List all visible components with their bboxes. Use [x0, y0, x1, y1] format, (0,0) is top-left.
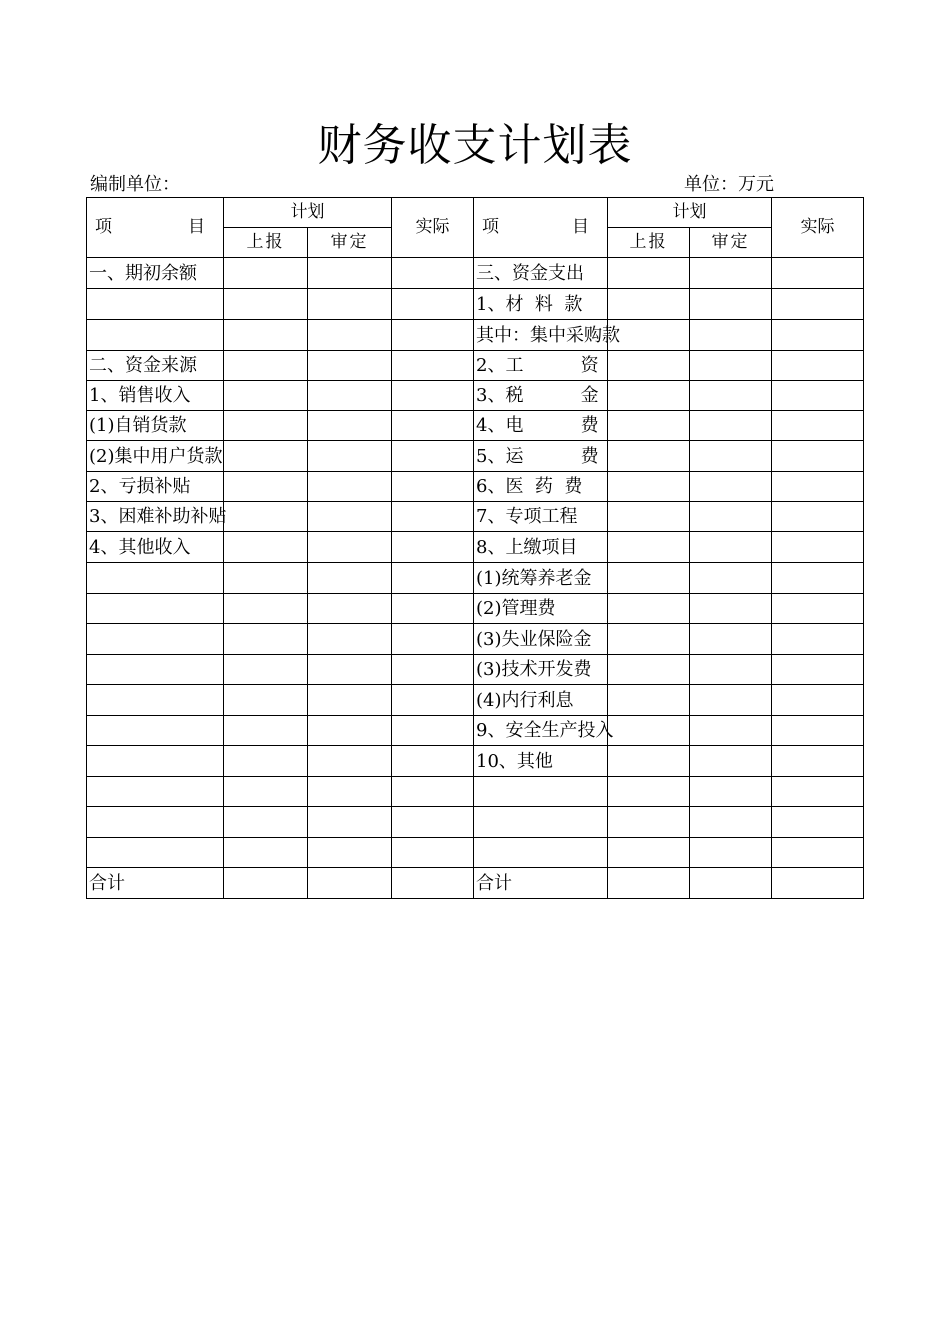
right-item-cell: [474, 838, 608, 868]
right-reported-cell[interactable]: [608, 381, 690, 411]
right-actual-cell[interactable]: [772, 746, 864, 777]
table-row: [87, 685, 864, 716]
left-item-cell-label: 合计: [89, 872, 125, 894]
right-actual-cell[interactable]: [772, 258, 864, 289]
left-approved-cell[interactable]: [308, 472, 392, 502]
table-row: [87, 716, 864, 746]
table-row: [87, 807, 864, 838]
left-item-cell: [87, 746, 224, 777]
right-approved-cell[interactable]: [690, 441, 772, 472]
left-reported-cell[interactable]: [224, 289, 308, 320]
table-row: [87, 563, 864, 594]
left-reported-cell[interactable]: [224, 320, 308, 351]
right-item-cell-label: (3)技术开发费: [476, 659, 592, 680]
left-item-cell-label: (1)自销货款: [89, 415, 187, 436]
right-actual-cell[interactable]: [772, 563, 864, 594]
right-approved-cell[interactable]: [690, 685, 772, 716]
header-reported-left: 上报: [224, 228, 308, 258]
header-row-1: [87, 198, 864, 228]
header-item-left: [87, 198, 224, 258]
right-item-cell: [474, 716, 614, 746]
left-approved-cell[interactable]: [308, 594, 392, 624]
left-approved-cell[interactable]: [308, 258, 392, 289]
left-reported-cell[interactable]: [224, 868, 308, 899]
left-reported-cell[interactable]: [224, 624, 308, 655]
left-item-cell: [87, 594, 224, 624]
left-actual-cell[interactable]: [392, 563, 474, 594]
left-item-cell-label: 1、销售收入: [89, 385, 191, 406]
page-title: 财务收支计划表: [317, 120, 633, 171]
table-row: [87, 594, 864, 624]
right-item-cell: [474, 777, 608, 807]
left-item-cell-label: 2、亏损补贴: [89, 476, 191, 497]
left-reported-cell[interactable]: [224, 532, 308, 563]
left-actual-cell[interactable]: [392, 716, 474, 746]
right-item-cell: [474, 351, 608, 381]
right-item-cell: [474, 441, 608, 472]
left-actual-cell[interactable]: [392, 655, 474, 685]
right-actual-cell[interactable]: [772, 472, 864, 502]
left-actual-cell[interactable]: [392, 594, 474, 624]
left-actual-cell[interactable]: [392, 868, 474, 899]
left-actual-cell[interactable]: [392, 532, 474, 563]
right-item-cell-label: 5、运 费: [476, 445, 599, 467]
table-row: [87, 532, 864, 563]
right-item-cell-label: 9、安全生产投入: [476, 720, 614, 741]
right-approved-cell[interactable]: [690, 381, 772, 411]
table-row: [87, 411, 864, 441]
table-row: [87, 381, 864, 411]
table-row: [87, 320, 864, 351]
left-approved-cell[interactable]: [308, 502, 392, 532]
left-reported-cell[interactable]: [224, 563, 308, 594]
left-item-cell: [87, 868, 224, 899]
table-row: [87, 777, 864, 807]
left-approved-cell[interactable]: [308, 351, 392, 381]
left-approved-cell[interactable]: [308, 624, 392, 655]
right-item-cell-label: 3、税 金: [476, 385, 599, 406]
left-reported-cell[interactable]: [224, 655, 308, 685]
right-item-cell-label: 6、医 药 费: [476, 476, 583, 497]
left-approved-cell[interactable]: [308, 685, 392, 716]
left-reported-cell[interactable]: [224, 441, 308, 472]
left-actual-cell[interactable]: [392, 685, 474, 716]
right-reported-cell[interactable]: [608, 411, 690, 441]
left-approved-cell[interactable]: [308, 441, 392, 472]
right-reported-cell[interactable]: [608, 624, 690, 655]
right-approved-cell[interactable]: [690, 868, 772, 899]
left-item-cell: [87, 685, 224, 716]
right-item-cell: [474, 624, 608, 655]
left-reported-cell[interactable]: [224, 807, 308, 838]
left-actual-cell[interactable]: [392, 441, 474, 472]
right-reported-cell[interactable]: [608, 502, 690, 532]
right-item-cell: [474, 868, 608, 899]
left-reported-cell[interactable]: [224, 381, 308, 411]
left-reported-cell[interactable]: [224, 594, 308, 624]
right-approved-cell[interactable]: [690, 838, 772, 868]
right-actual-cell[interactable]: [772, 838, 864, 868]
right-approved-cell[interactable]: [690, 502, 772, 532]
left-item-cell: [87, 563, 224, 594]
right-reported-cell[interactable]: [608, 532, 690, 563]
left-actual-cell[interactable]: [392, 411, 474, 441]
header-item-right: [474, 198, 608, 258]
left-reported-cell[interactable]: [224, 472, 308, 502]
right-item-cell-label: 1、材 料 款: [476, 293, 583, 315]
right-item-cell: [474, 655, 608, 685]
right-item-cell-label: (1)统筹养老金: [476, 567, 592, 589]
left-actual-cell[interactable]: [392, 838, 474, 868]
table-row: [87, 472, 864, 502]
right-reported-cell[interactable]: [608, 594, 690, 624]
left-approved-cell[interactable]: [308, 868, 392, 899]
right-reported-cell[interactable]: [608, 563, 690, 594]
right-reported-cell[interactable]: [608, 472, 690, 502]
right-reported-cell[interactable]: [608, 807, 690, 838]
right-actual-cell[interactable]: [772, 624, 864, 655]
left-reported-cell[interactable]: [224, 502, 308, 532]
left-item-cell: [87, 716, 224, 746]
header-plan-right: 计划: [608, 198, 772, 228]
right-approved-cell[interactable]: [690, 411, 772, 441]
left-reported-cell[interactable]: [224, 351, 308, 381]
header-reported-right: 上报: [608, 228, 690, 258]
left-item-cell: [87, 320, 224, 351]
left-item-cell-label: 4、其他收入: [89, 536, 191, 558]
right-actual-cell[interactable]: [772, 594, 864, 624]
right-approved-cell[interactable]: [690, 563, 772, 594]
left-item-cell: [87, 655, 224, 685]
right-approved-cell[interactable]: [690, 624, 772, 655]
left-item-cell: [87, 472, 224, 502]
right-item-cell: [474, 532, 608, 563]
left-reported-cell[interactable]: [224, 258, 308, 289]
right-actual-cell[interactable]: [772, 777, 864, 807]
left-actual-cell[interactable]: [392, 502, 474, 532]
right-actual-cell[interactable]: [772, 381, 864, 411]
right-actual-cell[interactable]: [772, 807, 864, 838]
left-item-cell: [87, 807, 224, 838]
right-item-cell: [474, 563, 608, 594]
right-actual-cell[interactable]: [772, 351, 864, 381]
right-reported-cell[interactable]: [608, 777, 690, 807]
header-item-left-a: 项: [95, 217, 112, 237]
right-actual-cell[interactable]: [772, 502, 864, 532]
left-item-cell-label: (2)集中用户货款: [89, 445, 223, 467]
right-approved-cell[interactable]: [690, 807, 772, 838]
left-approved-cell[interactable]: [308, 655, 392, 685]
left-actual-cell[interactable]: [392, 624, 474, 655]
right-reported-cell[interactable]: [608, 289, 690, 320]
table-row: [87, 655, 864, 685]
left-reported-cell[interactable]: [224, 777, 308, 807]
left-reported-cell[interactable]: [224, 411, 308, 441]
header-actual-right: 实际: [772, 198, 864, 258]
left-approved-cell[interactable]: [308, 838, 392, 868]
table-row: [87, 746, 864, 777]
left-actual-cell[interactable]: [392, 258, 474, 289]
left-approved-cell[interactable]: [308, 563, 392, 594]
right-approved-cell[interactable]: [690, 594, 772, 624]
right-item-cell: [474, 807, 608, 838]
left-item-cell: [87, 624, 224, 655]
left-actual-cell[interactable]: [392, 351, 474, 381]
left-actual-cell[interactable]: [392, 289, 474, 320]
right-approved-cell[interactable]: [690, 351, 772, 381]
left-item-cell: [87, 258, 224, 289]
table-row: [87, 624, 864, 655]
header-approved-left: 审定: [308, 228, 392, 258]
header-item-left-b: 目: [188, 217, 205, 237]
right-item-cell-label: 合计: [476, 872, 512, 894]
right-reported-cell[interactable]: [608, 441, 690, 472]
left-item-cell: [87, 289, 224, 320]
right-item-cell-label: (2)管理费: [476, 598, 556, 619]
right-approved-cell[interactable]: [690, 777, 772, 807]
left-actual-cell[interactable]: [392, 746, 474, 777]
header-approved-right: 审定: [690, 228, 772, 258]
right-item-cell: [474, 289, 608, 320]
right-item-cell: [474, 472, 608, 502]
right-item-cell: [474, 258, 608, 289]
right-reported-cell[interactable]: [608, 746, 690, 777]
right-item-cell-label: 2、工 资: [476, 355, 599, 376]
table-row: [87, 868, 864, 899]
left-item-cell: [87, 532, 224, 563]
left-item-cell-label: 一、期初余额: [89, 262, 197, 284]
right-item-cell-label: 8、上缴项目: [476, 536, 578, 558]
left-actual-cell[interactable]: [392, 320, 474, 351]
left-item-cell: [87, 441, 224, 472]
left-item-cell: [87, 777, 224, 807]
left-actual-cell[interactable]: [392, 381, 474, 411]
left-actual-cell[interactable]: [392, 472, 474, 502]
right-item-cell-label: (4)内行利息: [476, 689, 574, 711]
right-item-cell-label: 4、电 费: [476, 415, 599, 436]
right-item-cell-label: 7、专项工程: [476, 506, 578, 527]
table-row: [87, 502, 864, 532]
right-item-cell: [474, 320, 620, 351]
currency-unit-label: 单位：万元: [684, 174, 774, 195]
right-approved-cell[interactable]: [690, 289, 772, 320]
right-actual-cell[interactable]: [772, 320, 864, 351]
right-actual-cell[interactable]: [772, 532, 864, 563]
left-actual-cell[interactable]: [392, 807, 474, 838]
left-item-cell-label: 3、困难补助补贴: [89, 506, 227, 527]
right-actual-cell[interactable]: [772, 716, 864, 746]
table-row: [87, 351, 864, 381]
left-item-cell: [87, 411, 224, 441]
right-item-cell: [474, 502, 608, 532]
header-actual-left: 实际: [392, 198, 474, 258]
right-actual-cell[interactable]: [772, 655, 864, 685]
left-approved-cell[interactable]: [308, 746, 392, 777]
right-actual-cell[interactable]: [772, 868, 864, 899]
left-approved-cell[interactable]: [308, 532, 392, 563]
left-reported-cell[interactable]: [224, 746, 308, 777]
right-reported-cell[interactable]: [608, 351, 690, 381]
right-item-cell: [474, 411, 608, 441]
table-row: [87, 838, 864, 868]
right-item-cell-label: 10、其他: [476, 750, 553, 772]
right-item-cell-label: 其中：集中采购款: [476, 324, 620, 346]
right-reported-cell[interactable]: [608, 838, 690, 868]
right-item-cell-label: (3)失业保险金: [476, 628, 592, 650]
compiling-unit-label: 编制单位：: [90, 174, 180, 195]
left-approved-cell[interactable]: [308, 381, 392, 411]
left-item-cell-label: 二、资金来源: [89, 355, 197, 376]
right-item-cell: [474, 381, 608, 411]
table-row: [87, 289, 864, 320]
right-item-cell: [474, 746, 608, 777]
left-reported-cell[interactable]: [224, 838, 308, 868]
right-actual-cell[interactable]: [772, 685, 864, 716]
left-item-cell: [87, 502, 227, 532]
right-item-cell: [474, 594, 608, 624]
left-item-cell: [87, 381, 224, 411]
header-item-right-a: 项: [482, 217, 499, 237]
left-reported-cell[interactable]: [224, 716, 308, 746]
left-approved-cell[interactable]: [308, 411, 392, 441]
left-approved-cell[interactable]: [308, 807, 392, 838]
left-approved-cell[interactable]: [308, 289, 392, 320]
table-row: [87, 441, 864, 472]
right-approved-cell[interactable]: [690, 258, 772, 289]
header-item-right-b: 目: [572, 217, 589, 237]
right-reported-cell[interactable]: [608, 868, 690, 899]
table-row: [87, 258, 864, 289]
left-item-cell: [87, 838, 224, 868]
right-approved-cell[interactable]: [690, 320, 772, 351]
right-reported-cell[interactable]: [608, 716, 690, 746]
right-approved-cell[interactable]: [690, 655, 772, 685]
header-plan-left: 计划: [224, 198, 392, 228]
right-item-cell: [474, 685, 608, 716]
right-actual-cell[interactable]: [772, 441, 864, 472]
left-item-cell: [87, 351, 224, 381]
right-actual-cell[interactable]: [772, 411, 864, 441]
left-approved-cell[interactable]: [308, 320, 392, 351]
right-approved-cell[interactable]: [690, 746, 772, 777]
budget-table: [86, 197, 864, 899]
left-approved-cell[interactable]: [308, 716, 392, 746]
left-approved-cell[interactable]: [308, 777, 392, 807]
right-approved-cell[interactable]: [690, 716, 772, 746]
right-item-cell-label: 三、资金支出: [476, 262, 584, 284]
right-reported-cell[interactable]: [608, 685, 690, 716]
left-actual-cell[interactable]: [392, 777, 474, 807]
right-reported-cell[interactable]: [608, 655, 690, 685]
right-actual-cell[interactable]: [772, 289, 864, 320]
right-reported-cell[interactable]: [608, 258, 690, 289]
right-approved-cell[interactable]: [690, 472, 772, 502]
right-approved-cell[interactable]: [690, 532, 772, 563]
left-reported-cell[interactable]: [224, 685, 308, 716]
